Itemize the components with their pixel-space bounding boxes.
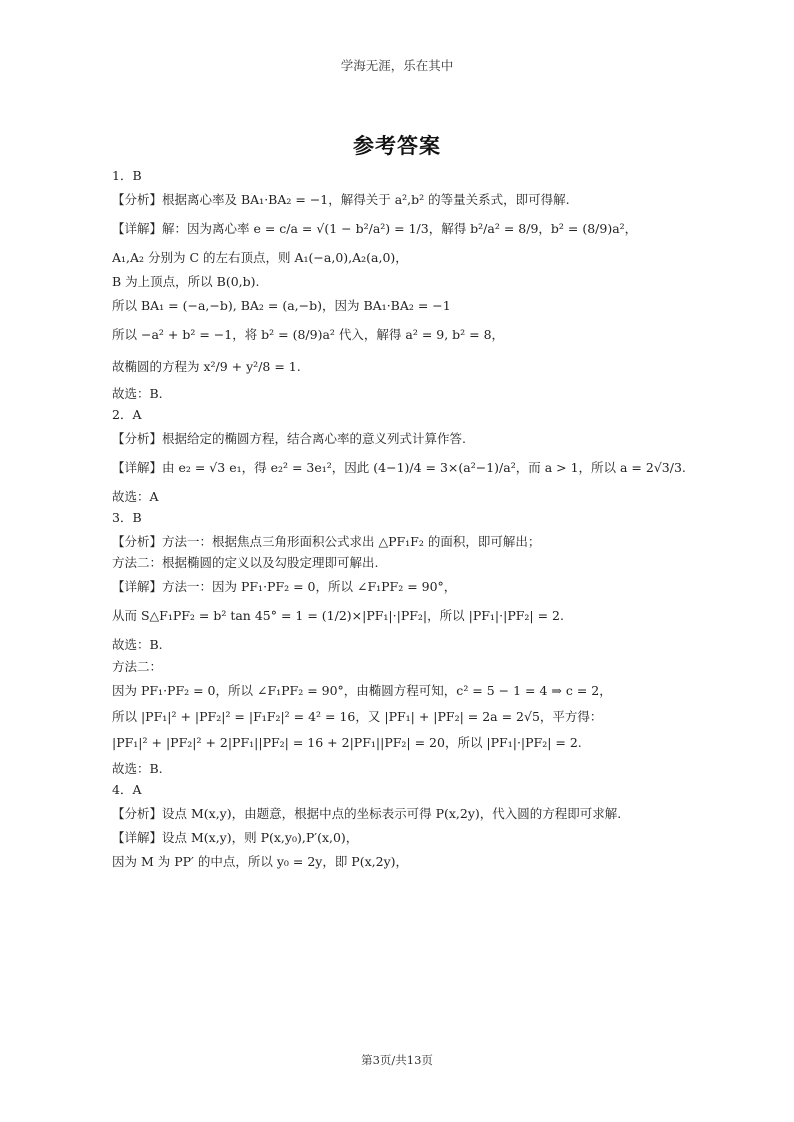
text-line: 方法二： [112, 659, 163, 674]
text-line: 故选：B. [112, 386, 163, 401]
text-line: 【分析】设点 M(x,y)，由题意，根据中点的坐标表示可得 P(x,2y)，代入圆的方程即可求解. [112, 806, 622, 821]
text-line: 【分析】根据离心率及 BA₁·BA₂ = −1，解得关于 a²,b² 的等量关系式，即可得解. [112, 192, 570, 207]
text-line: 【分析】根据给定的椭圆方程，结合离心率的意义列式计算作答. [112, 431, 466, 446]
text-line: 所以 BA₁ = (−a,−b), BA₂ = (a,−b)，因为 BA₁·BA₂ = −1 [112, 298, 451, 313]
page-footer: 第3页/共13页 [361, 1053, 433, 1067]
text-line: 故选：B. [112, 761, 163, 776]
page-header: 学海无涯，乐在其中 [340, 58, 454, 73]
text-line: B 为上顶点，所以 B(0,b). [112, 274, 260, 289]
text-line: 所以 |PF₁|² + |PF₂|² = |F₁F₂|² = 4² = 16，又 |PF₁| + |PF₂| = 2a = 2√5，平方得： [112, 709, 603, 724]
text-line: 4．A [112, 782, 142, 797]
text-line: 方法二：根据椭圆的定义以及勾股定理即可解出. [112, 555, 379, 570]
text-line: 因为 PF₁·PF₂ = 0，所以 ∠F₁PF₂ = 90°，由椭圆方程可知，c² = 5 − 1 = 4 ⇒ c = 2， [112, 683, 612, 698]
text-line: 【分析】方法一：根据焦点三角形面积公式求出 △PF₁F₂ 的面积，即可解出； [112, 534, 541, 549]
text-line: |PF₁|² + |PF₂|² + 2|PF₁||PF₂| = 16 + 2|PF₁||PF₂| = 20，所以 |PF₁|·|PF₂| = 2. [112, 735, 582, 750]
text-line: 3．B [112, 510, 142, 525]
text-line: 从而 S△F₁PF₂ = b² tan 45° = 1 = (1/2)×|PF₁|·|PF₂|，所以 |PF₁|·|PF₂| = 2. [112, 608, 564, 623]
page-title: 参考答案 [353, 134, 441, 158]
answer-body [112, 168, 712, 870]
text-line: 2．A [112, 407, 142, 422]
text-line: 所以 −a² + b² = −1，将 b² = (8/9)a² 代入，解得 a² = 9, b² = 8， [112, 327, 505, 342]
text-line: 【详解】由 e₂ = √3 e₁，得 e₂² = 3e₁²，因此 (4−1)/4 = 3×(a²−1)/a²，而 a > 1，所以 a = 2√3/3. [112, 460, 686, 475]
text-line: 【详解】解：因为离心率 e = c/a = √(1 − b²/a²) = 1/3，解得 b²/a² = 8/9，b² = (8/9)a²， [112, 221, 638, 236]
text-line: 因为 M 为 PP′ 的中点，所以 y₀ = 2y，即 P(x,2y)， [112, 854, 409, 869]
text-line: A₁,A₂ 分别为 C 的左右顶点，则 A₁(−a,0),A₂(a,0)， [112, 250, 408, 265]
text-line: 【详解】方法一：因为 PF₁·PF₂ = 0，所以 ∠F₁PF₂ = 90°， [112, 579, 457, 594]
text-line: 【详解】设点 M(x,y)，则 P(x,y₀),P′(x,0)， [112, 830, 359, 845]
text-line: 故选：A [112, 489, 159, 504]
text-line: 故选：B. [112, 637, 163, 652]
text-line: 1．B [112, 168, 142, 183]
text-line: 故椭圆的方程为 x²/9 + y²/8 = 1. [112, 359, 301, 374]
